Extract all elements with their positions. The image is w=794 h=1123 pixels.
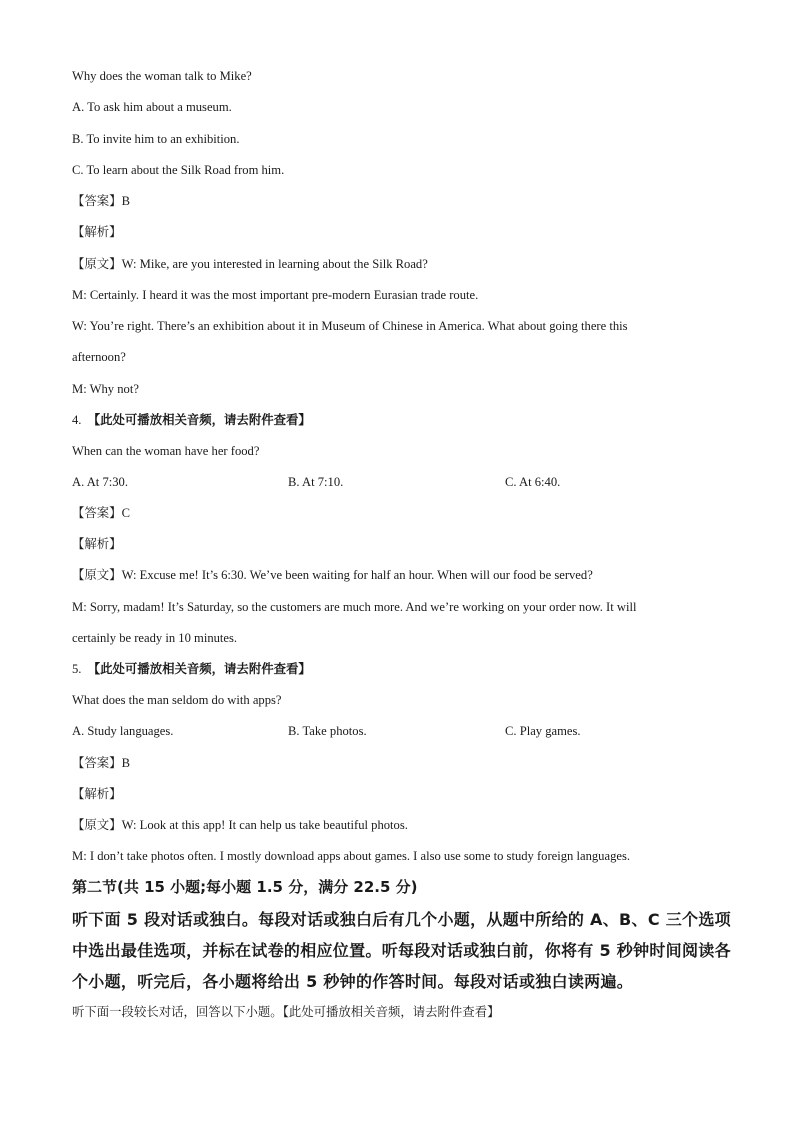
answer-label: 【答案】 [72,755,122,770]
q3-transcript-3: afternoon? [72,350,126,364]
q5-analysis-label: 【解析】 [72,786,122,801]
transcript-label: 【原文】 [72,256,122,271]
question-number: 4. [72,413,82,427]
q4-transcript-1: M: Sorry, madam! It’s Saturday, so the customers are much more. And we’re working on your order now. It will [72,600,637,614]
q3-analysis-label: 【解析】 [72,224,122,239]
q3-option-a: A. To ask him about a museum. [72,100,232,114]
answer-value: B [121,194,130,208]
q3-option-c: C. To learn about the Silk Road from him. [72,163,285,177]
section-intro: 听下面一段较长对话，回答以下小题。【此处可播放相关音频，请去附件查看】 [72,1004,500,1019]
q3-question: Why does the woman talk to Mike? [72,69,252,83]
q4-header [72,412,311,428]
q4-question: When can the woman have her food? [72,444,260,458]
q5-option-a: A. Study languages. [72,724,174,738]
q5-option-b: B. Take photos. [288,724,367,738]
answer-value: C [121,506,130,520]
q3-transcript-0 [72,256,428,272]
q5-question: What does the man seldom do with apps? [72,693,282,707]
question-number: 5. [72,662,82,676]
q4-transcript-2: certainly be ready in 10 minutes. [72,631,238,645]
q4-option-a: A. At 7:30. [72,475,128,489]
section-instructions-0: 听下面 5 段对话或独白。每段对话或独白后有几个小题，从题中所给的 A、B、C 三个选项 [72,910,731,929]
q3-answer-row [72,193,130,209]
q4-option-b: B. At 7:10. [288,475,344,489]
answer-label: 【答案】 [72,193,122,208]
q4-analysis-label: 【解析】 [72,536,122,551]
section-instructions-1: 中选出最佳选项，并标在试卷的相应位置。听每段对话或独白前，你将有 5 秒钟时间阅读各 [72,941,731,960]
q4-option-c: C. At 6:40. [505,475,561,489]
q3-option-b: B. To invite him to an exhibition. [72,132,240,146]
q5-header [72,661,311,677]
transcript-text: W: Excuse me! It’s 6:30. We’ve been waiting for half an hour. When will our food be served? [121,568,593,582]
q5-transcript-1: M: I don’t take photos often. I mostly download apps about games. I also use some to study foreign languages. [72,849,630,863]
answer-label: 【答案】 [72,505,122,520]
q4-answer-row [72,505,130,521]
q5-answer-row [72,755,130,771]
section-heading: 第二节(共 15 小题;每小题 1.5 分，满分 22.5 分) [72,878,418,896]
q4-transcript-0 [72,567,593,583]
q5-transcript-0 [72,817,408,833]
answer-value: B [121,756,130,770]
audio-note: 【此处可播放相关音频，请去附件查看】 [87,412,311,427]
transcript-label: 【原文】 [72,817,122,832]
audio-note: 【此处可播放相关音频，请去附件查看】 [87,661,311,676]
q3-transcript-2: W: You’re right. There’s an exhibition about it in Museum of Chinese in America. What about going there this [72,319,628,333]
transcript-text: W: Mike, are you interested in learning about the Silk Road? [121,257,428,271]
q5-option-c: C. Play games. [505,724,581,738]
q3-transcript-4: M: Why not? [72,382,139,396]
q3-transcript-1: M: Certainly. I heard it was the most important pre-modern Eurasian trade route. [72,288,479,302]
section-instructions-2: 个小题，听完后，各小题将给出 5 秒钟的作答时间。每段对话或独白读两遍。 [72,972,634,991]
transcript-label: 【原文】 [72,567,122,582]
transcript-text: W: Look at this app! It can help us take beautiful photos. [121,818,408,832]
